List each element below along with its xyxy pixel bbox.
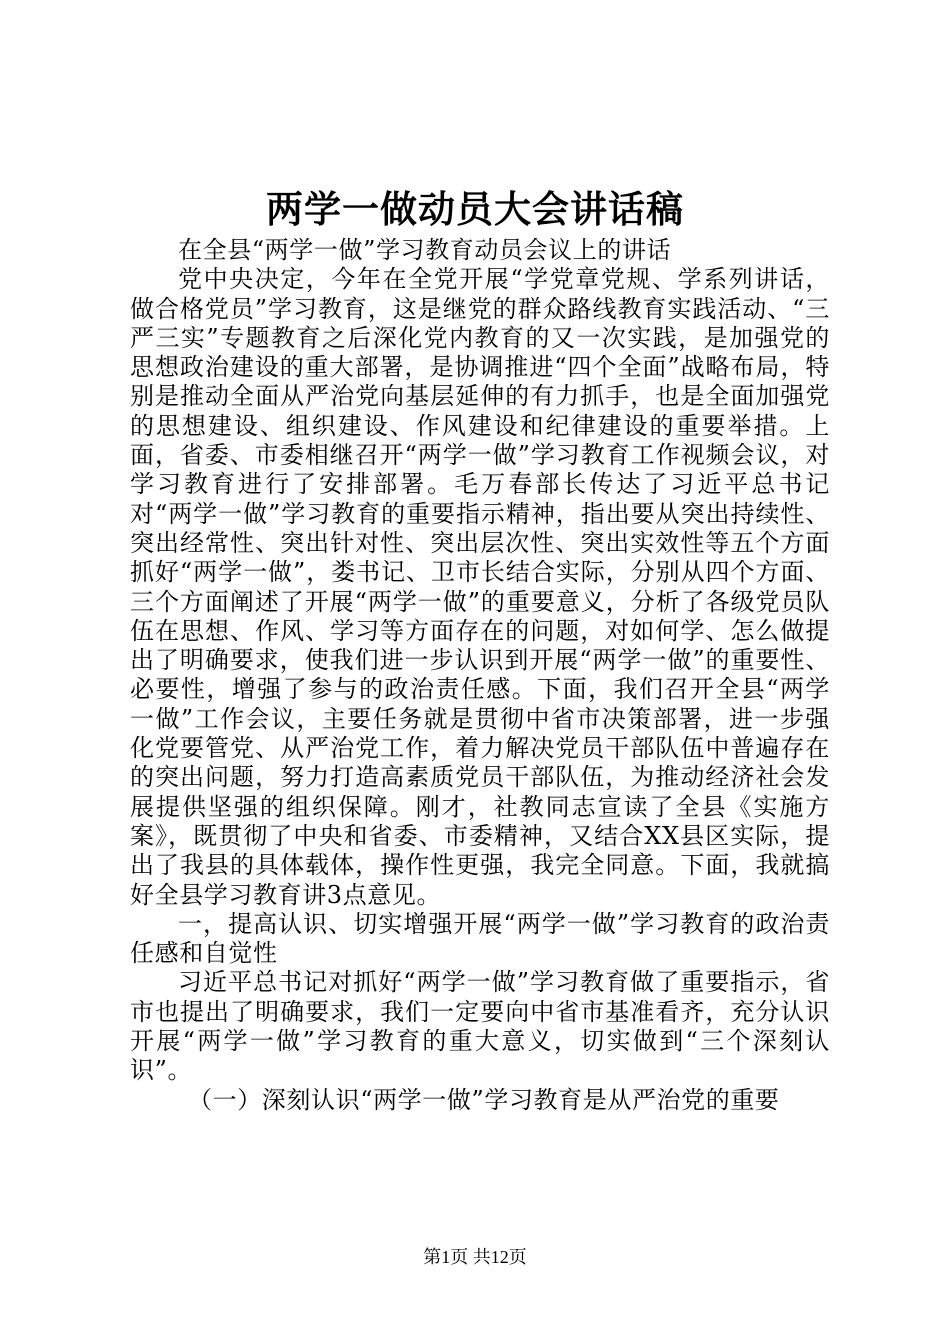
section-heading: 一，提高认识、切实增强开展“两学一做”学习教育的政治责任感和自觉性 <box>130 909 830 968</box>
document-title: 两学一做动员大会讲话稿 <box>266 187 684 231</box>
paragraph-section-body: 习近平总书记对抓好“两学一做”学习教育做了重要指示，省市也提出了明确要求，我们一定要向中省市基准看齐，充分认识开展“两学一做”学习教育的重大意义，切实做到“三个深刻认识”。 <box>130 968 830 1085</box>
paragraph-intro: 党中央决定，今年在全党开展“学党章党规、学系列讲话，做合格党员”学习教育，这是继党的群众路线教育实践活动、“三严三实”专题教育之后深化党内教育的又一次实践，是加强党的思想政治建设的重大部署，是协调推进“四个全面”战略布局，特别是推动全面从严治党向基层延伸的有力抓手，也是全面加强党的思想建设、组织建设、作风建设和纪律建设的重要举措。上面，省委、市委相继召开“两学一做”学习教育工作视频会议，对学习教育进行了安排部署。毛万春部长传达了习近平总书记对“两学一做”学习教育的重要指示精神，指出要从突出持续性、突出经常性、突出针对性、突出层次性、突出实效性等五个方面抓好“两学一做”，娄书记、卫市长结合实际，分别从四个方面、三个方面阐述了开展“两学一做”的重要意义，分析了各级党员队伍在思想、作风、学习等方面存在的问题，对如何学、怎么做提出了明确要求，使我们进一步认识到开展“两学一做”的重要性、必要性，增强了参与的政治责任感。下面，我们召开全县“两学一做”工作会议，主要任务就是贯彻中省市决策部署，进一步强化党要管党、从严治党工作，着力解决党员干部队伍中普遍存在的突出问题，努力打造高素质党员干部队伍，为推动经济社会发展提供坚强的组织保障。刚才，社教同志宣读了全县《实施方案》，既贯彻了中央和省委、市委精神，又结合XX县区实际，提出了我县的具体载体，操作性更强，我完全同意。下面，我就搞好全县学习教育讲3点意见。 <box>130 265 830 909</box>
subsection-heading: （一）深刻认识“两学一做”学习教育是从严治党的重要 <box>188 1085 780 1114</box>
paragraph-subtitle: 在全县“两学一做”学习教育动员会议上的讲话 <box>178 236 672 264</box>
document-body <box>130 236 830 1115</box>
page-footer: 第1页 共12页 <box>423 1247 527 1267</box>
